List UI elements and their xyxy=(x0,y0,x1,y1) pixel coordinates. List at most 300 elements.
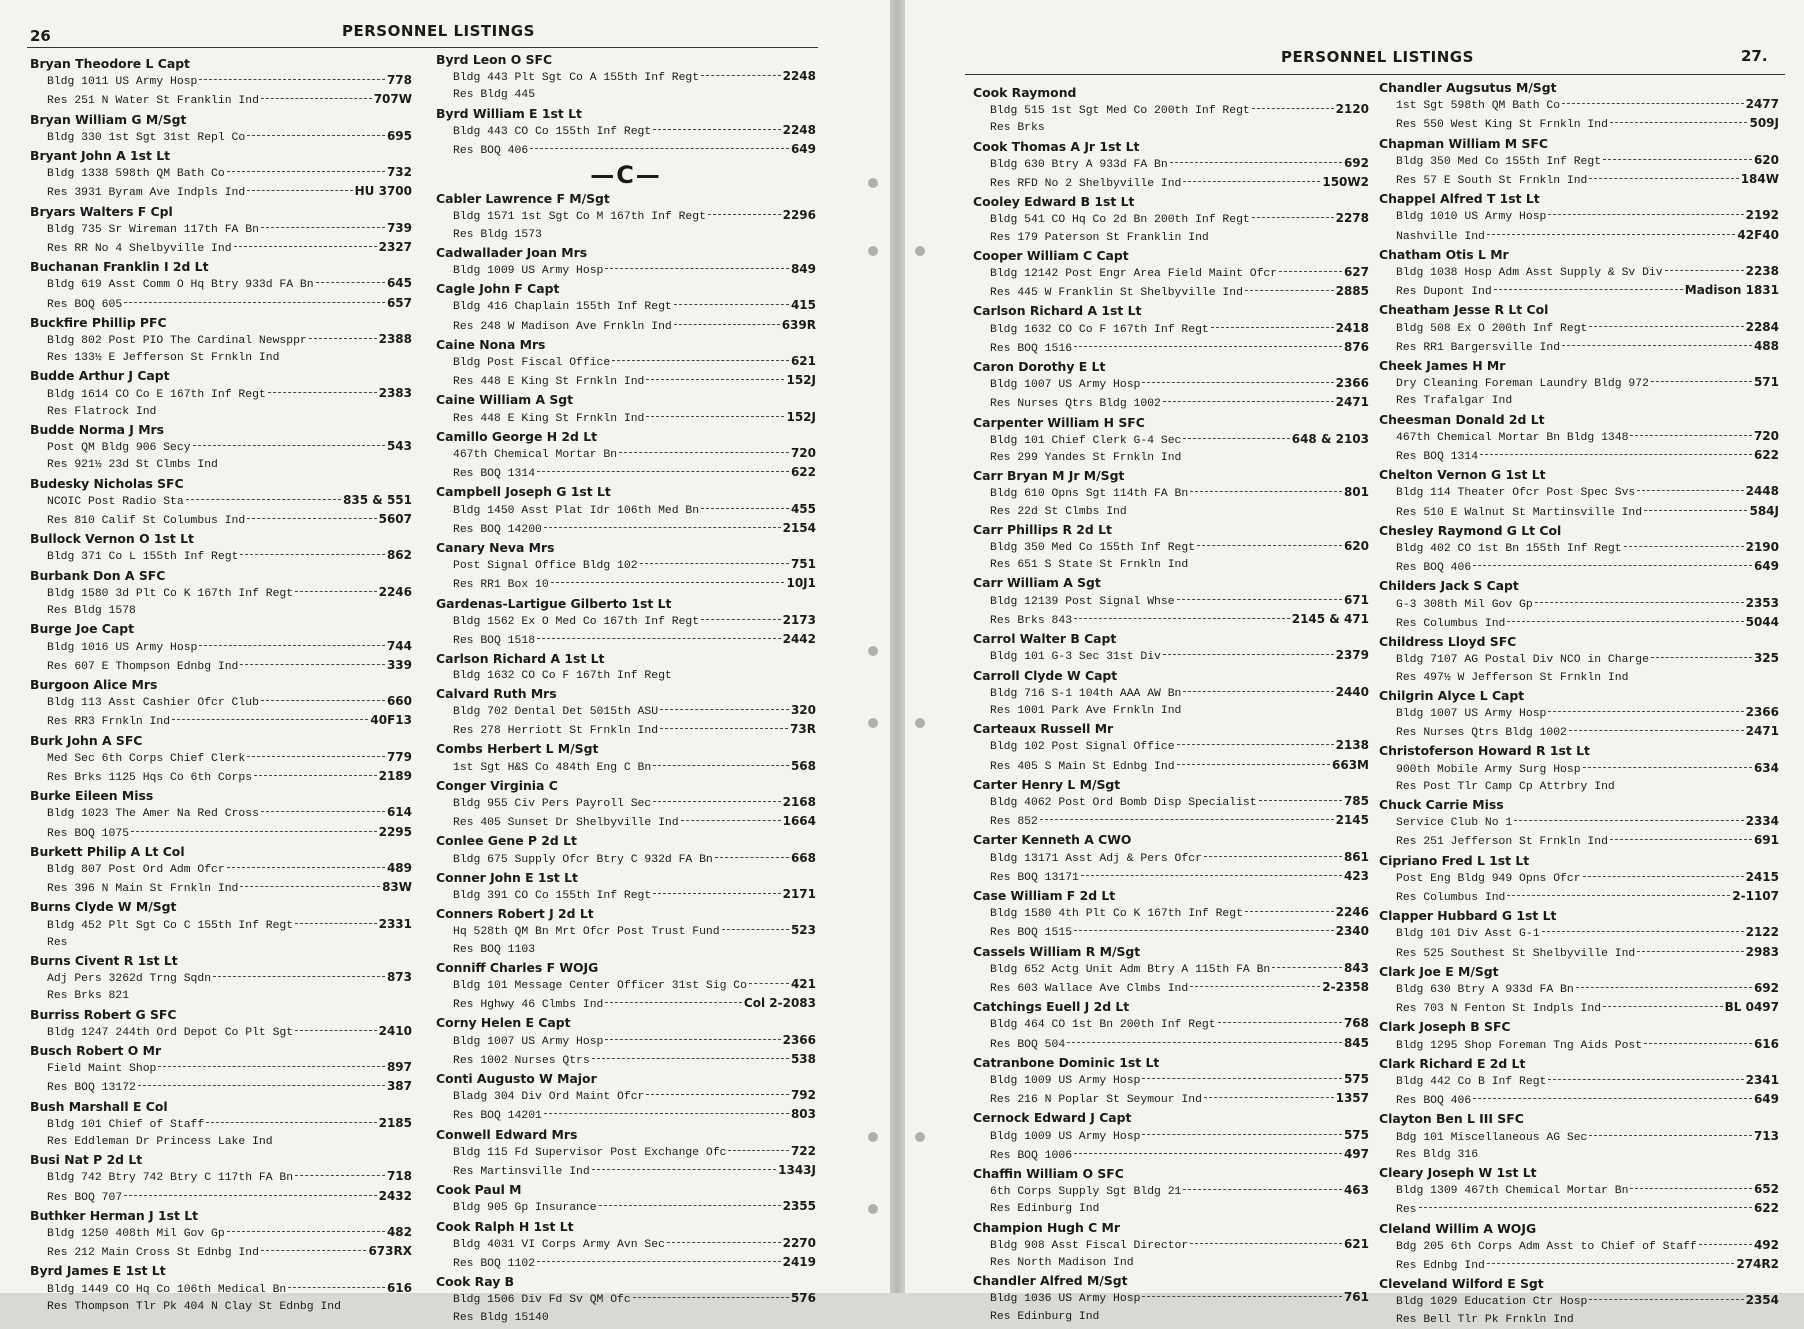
location-text: Bldg 101 Message Center Officer 31st Sig Co xyxy=(453,979,747,992)
dot-leader xyxy=(1699,1244,1752,1245)
listing-entry xyxy=(1379,466,1779,522)
location-text: Res Ednbg Ind xyxy=(1396,1260,1485,1272)
listing-line xyxy=(973,1146,1369,1165)
dot-leader xyxy=(605,268,789,269)
listing-entry xyxy=(30,258,412,314)
location-text: Res Edinburg Ind xyxy=(990,1310,1100,1323)
phone-number: 2-1107 xyxy=(1732,888,1779,903)
dot-leader xyxy=(1081,875,1342,876)
dot-leader xyxy=(1074,346,1342,347)
dot-leader xyxy=(124,302,385,303)
location-text: Res BOQ 1314 xyxy=(1396,451,1479,464)
listing-entry xyxy=(973,574,1369,630)
phone-number: 571 xyxy=(1753,375,1779,390)
listing-entry xyxy=(973,247,1369,303)
phone-number: 2246 xyxy=(1335,905,1369,920)
phone-number: 779 xyxy=(386,749,412,764)
listing-line xyxy=(973,684,1369,703)
person-name: Budde Arthur J Capt xyxy=(30,368,170,384)
listing-line xyxy=(30,1224,412,1243)
phone-number: 339 xyxy=(386,657,412,672)
location-text: Res BOQ 707 xyxy=(47,1191,123,1204)
person-name: Carlson Richard A 1st Lt xyxy=(973,303,1142,319)
listing-entry xyxy=(436,832,816,868)
location-text: NCOIC Post Radio Sta xyxy=(47,495,184,508)
location-text: Post QM Bldg 906 Secy xyxy=(47,442,191,455)
location-text: Res xyxy=(47,936,68,949)
phone-number: 862 xyxy=(386,548,412,563)
dot-leader xyxy=(530,148,789,149)
listing-line xyxy=(1379,779,1779,796)
listing-line xyxy=(1379,869,1779,888)
dot-leader xyxy=(653,893,780,894)
phone-number: 639R xyxy=(781,317,816,332)
location-text: Bldg 371 Co L 155th Inf Regt xyxy=(47,551,239,564)
person-name: Cleveland Wilford E Sgt xyxy=(1379,1276,1544,1292)
dot-leader xyxy=(1610,839,1752,840)
phone-number: 2983 xyxy=(1745,944,1779,959)
location-text: Bldg 452 Plt Sgt Co C 155th Inf Regt xyxy=(47,919,294,932)
location-text: Bldg 807 Post Ord Adm Ofcr xyxy=(47,863,225,876)
person-name: Cleland Willim A WOJG xyxy=(1379,1220,1537,1236)
phone-number: 2442 xyxy=(782,632,816,647)
person-name: Carlson Richard A 1st Lt xyxy=(436,651,605,667)
person-name: Conti Augusto W Major xyxy=(436,1070,597,1086)
location-text: Bldg 1009 US Army Hosp xyxy=(990,1130,1141,1143)
dot-leader xyxy=(295,1030,377,1031)
dot-leader xyxy=(1204,856,1342,857)
person-name: Cook Raymond xyxy=(973,85,1077,100)
listing-line xyxy=(1379,650,1779,669)
location-text: Bldg 630 Btry A 933d FA Bn xyxy=(990,158,1168,171)
phone-number: 2192 xyxy=(1745,208,1779,223)
listing-entry xyxy=(973,887,1369,943)
phone-number: 73R xyxy=(790,722,816,737)
dot-leader xyxy=(206,1122,376,1123)
listing-line xyxy=(1379,338,1779,357)
location-text: 900th Mobile Army Surg Hosp xyxy=(1396,763,1581,776)
phone-number: 2354 xyxy=(1745,1293,1779,1308)
listing-entry xyxy=(436,244,816,280)
listing-line xyxy=(436,501,816,520)
phone-number: 803 xyxy=(790,1107,816,1122)
listing-line xyxy=(436,409,816,428)
phone-number: 620 xyxy=(1753,152,1779,167)
phone-number: 622 xyxy=(1753,448,1779,463)
location-text: Res Bldg 445 xyxy=(453,89,536,102)
listing-entry xyxy=(973,831,1369,887)
listing-line xyxy=(30,860,412,879)
location-text: Res 607 E Thompson Ednbg Ind xyxy=(47,660,239,673)
listing-line xyxy=(30,916,412,935)
phone-number: 1664 xyxy=(782,814,816,829)
phone-number: 614 xyxy=(386,805,412,820)
listing-entry xyxy=(973,998,1369,1054)
listing-line xyxy=(30,749,412,768)
location-text: Res Brks xyxy=(990,122,1045,135)
phone-number: 415 xyxy=(790,298,816,313)
location-text: Bldg 1580 4th Plt Co K 167th Inf Regt xyxy=(990,908,1243,921)
listing-entry xyxy=(1379,522,1779,578)
listing-entry xyxy=(30,952,412,1006)
listing-entry xyxy=(30,314,412,368)
location-text: Nashville Ind xyxy=(1396,230,1485,243)
location-text: Post Signal Office Bldg 102 xyxy=(453,560,638,573)
dot-leader xyxy=(295,1175,385,1176)
location-text: Res Eddleman Dr Princess Lake Ind xyxy=(47,1135,273,1148)
location-text: Res Columbus Ind xyxy=(1396,617,1506,630)
listing-entry xyxy=(973,521,1369,575)
person-name: Conlee Gene P 2d Lt xyxy=(436,833,577,849)
listing-line xyxy=(973,868,1369,887)
listing-line xyxy=(436,631,816,650)
binding-hole xyxy=(868,1204,878,1214)
person-name: Chappel Alfred T 1st Lt xyxy=(1379,191,1540,207)
listing-line xyxy=(30,603,412,620)
listing-line xyxy=(1379,670,1779,687)
location-text: Bldg 1007 US Army Hosp xyxy=(453,1035,604,1048)
person-name: Caine Nona Mrs xyxy=(436,336,546,352)
location-text: Bldg 442 Co B Inf Regt xyxy=(1396,1075,1547,1088)
phone-number: 482 xyxy=(386,1225,412,1239)
person-name: Case William F 2d Lt xyxy=(973,887,1116,903)
phone-number: 2410 xyxy=(378,1023,412,1038)
person-name: Burkett Philip A Lt Col xyxy=(30,843,185,859)
phone-number: 873 xyxy=(386,970,412,985)
phone-number: 668 xyxy=(790,850,816,865)
location-text: Bldg 464 CO 1st Bn 200th Inf Regt xyxy=(990,1019,1216,1032)
dot-leader xyxy=(288,1287,385,1288)
phone-number: 649 xyxy=(1753,1092,1779,1107)
listing-entry xyxy=(30,567,412,621)
listing-entry xyxy=(1379,1164,1779,1220)
listing-line xyxy=(30,768,412,787)
location-text: Res Bell Tlr Pk Frnkln Ind xyxy=(1396,1313,1574,1326)
phone-number: 274R2 xyxy=(1736,1257,1779,1271)
phone-number: 2138 xyxy=(1335,738,1369,753)
listing-entry xyxy=(1379,246,1779,302)
phone-number: BL 0497 xyxy=(1724,1000,1779,1015)
listing-line xyxy=(973,155,1369,174)
person-name: Busch Robert O Mr xyxy=(30,1042,162,1058)
dot-leader xyxy=(1651,381,1752,382)
listing-line xyxy=(436,227,816,244)
listing-line xyxy=(436,758,816,777)
listing-line xyxy=(1379,924,1779,943)
dot-leader xyxy=(234,246,377,247)
location-text: Res 497½ W Jefferson St Frnkln Ind xyxy=(1396,671,1629,684)
listing-line xyxy=(1379,207,1779,226)
dot-leader xyxy=(1637,490,1743,491)
listing-line xyxy=(436,886,816,905)
listing-entry xyxy=(973,84,1369,138)
person-name: Combs Herbert L M/Sgt xyxy=(436,741,599,757)
phone-number: 634 xyxy=(1753,760,1779,775)
person-name: Carr William A Sgt xyxy=(973,575,1101,591)
location-text: Bldg 630 Btry A 933d FA Bn xyxy=(1396,983,1574,996)
dot-leader xyxy=(1603,1006,1723,1007)
listing-line xyxy=(973,757,1369,776)
location-text: Bldg 7107 AG Postal Div NCO in Charge xyxy=(1396,654,1649,667)
listing-entry xyxy=(30,843,412,899)
phone-number: 2145 xyxy=(1335,813,1369,828)
dot-leader xyxy=(599,1205,781,1206)
location-text: Bldg 13171 Asst Adj & Pers Ofcr xyxy=(990,852,1202,865)
listing-line xyxy=(30,350,412,367)
dot-leader xyxy=(1665,270,1744,271)
listing-line xyxy=(30,295,412,314)
listing-entry xyxy=(436,483,816,539)
location-text: Res BOQ 1518 xyxy=(453,635,536,648)
listing-line xyxy=(30,879,412,898)
listing-line xyxy=(973,557,1369,574)
listing-entry xyxy=(973,467,1369,521)
listing-entry xyxy=(436,1181,816,1217)
location-text: Bldg 735 Sr Wireman 117th FA Bn xyxy=(47,223,259,236)
listing-line xyxy=(436,1198,816,1217)
listing-line xyxy=(30,404,412,421)
location-text: 6th Corps Supply Sgt Bldg 21 xyxy=(990,1186,1182,1199)
person-name: Carter Kenneth A CWO xyxy=(973,832,1132,848)
dot-leader xyxy=(261,227,385,228)
phone-number: 2171 xyxy=(782,886,816,901)
listing-entry xyxy=(973,667,1369,721)
book-gutter xyxy=(890,0,905,1293)
phone-number: 622 xyxy=(1753,1201,1779,1216)
location-text: Bldg 114 Theater Ofcr Post Spec Svs xyxy=(1396,487,1636,500)
location-text: Bldg 905 Gp Insurance xyxy=(453,1202,597,1215)
location-text: Bldg 113 Asst Cashier Ofcr Club xyxy=(47,697,259,710)
dot-leader xyxy=(1183,1189,1342,1190)
listing-entry xyxy=(1379,1018,1779,1054)
person-name: Carter Henry L M/Sgt xyxy=(973,776,1121,792)
listing-entry xyxy=(436,336,816,392)
listing-line xyxy=(973,793,1369,812)
location-text: Bldg 101 Div Asst G-1 xyxy=(1396,928,1540,941)
person-name: Burge Joe Capt xyxy=(30,621,135,637)
location-text: Res 510 E Walnut St Martinsville Ind xyxy=(1396,506,1643,519)
listing-line xyxy=(973,1035,1369,1054)
listing-line xyxy=(30,1188,412,1207)
phone-number: 621 xyxy=(790,354,816,369)
page-header: PERSONNEL LISTINGS xyxy=(342,22,535,40)
dot-leader xyxy=(1507,621,1743,622)
location-text: Bldg 330 1st Sgt 31st Repl Co xyxy=(47,131,246,144)
listing-entry xyxy=(1379,633,1779,687)
phone-number: 576 xyxy=(790,1291,816,1306)
location-text: Bldg 4062 Post Ord Bomb Disp Specialist xyxy=(990,796,1257,809)
dot-leader xyxy=(537,638,781,639)
listing-line xyxy=(436,1310,816,1327)
dot-leader xyxy=(660,728,788,729)
listing-line xyxy=(973,904,1369,923)
phone-number: Madison 1831 xyxy=(1684,283,1779,298)
location-text: Bldg 508 Ex O 200th Inf Regt xyxy=(1396,322,1588,335)
person-name: Catranbone Dominic 1st Lt xyxy=(973,1054,1160,1070)
location-text: Res 921½ 23d St Clmbs Ind xyxy=(47,459,218,472)
dot-leader xyxy=(1589,326,1743,327)
phone-number: 2383 xyxy=(378,385,412,400)
phone-number: 40F13 xyxy=(370,713,412,728)
dot-leader xyxy=(199,645,385,646)
dot-leader xyxy=(1637,951,1743,952)
listing-line xyxy=(30,969,412,988)
person-name: Byrd James E 1st Lt xyxy=(30,1263,166,1279)
phone-number: 2388 xyxy=(378,332,412,347)
listing-line xyxy=(30,164,412,183)
dot-leader xyxy=(1610,122,1748,123)
dot-leader xyxy=(316,282,385,283)
location-text: Res BOQ 406 xyxy=(453,145,529,158)
location-text: Res 603 Wallace Ave Clmbs Ind xyxy=(990,982,1189,995)
dot-leader xyxy=(261,98,372,99)
listing-line xyxy=(30,804,412,823)
location-text: Res 405 Sunset Dr Shelbyville Ind xyxy=(453,817,679,830)
phone-number: 2248 xyxy=(782,122,816,137)
dot-leader xyxy=(1548,711,1743,712)
person-name: Chandler Augsutus M/Sgt xyxy=(1379,80,1557,95)
location-text: Res Brks 821 xyxy=(47,990,130,1003)
phone-number: 2270 xyxy=(782,1235,816,1250)
location-text: Bldg 1036 US Army Hosp xyxy=(990,1293,1141,1306)
location-text: Bladg 304 Div Ord Maint Ofcr xyxy=(453,1091,645,1104)
listing-line xyxy=(973,1236,1369,1255)
listing-line xyxy=(436,464,816,483)
person-name: Childress Lloyd SFC xyxy=(1379,634,1517,650)
location-text: Res 852 xyxy=(990,816,1038,829)
dot-leader xyxy=(1142,1134,1342,1135)
dot-leader xyxy=(1190,986,1320,987)
dot-leader xyxy=(1630,1188,1752,1189)
dot-leader xyxy=(653,129,780,130)
phone-number: 42F40 xyxy=(1737,227,1779,242)
listing-line xyxy=(30,638,412,657)
dot-leader xyxy=(681,820,781,821)
dot-leader xyxy=(708,214,781,215)
dot-leader xyxy=(138,1085,385,1086)
listing-entry xyxy=(436,685,816,741)
listing-line xyxy=(436,794,816,813)
listing-entry xyxy=(436,391,816,427)
dot-leader xyxy=(1163,401,1334,402)
listing-line xyxy=(30,385,412,404)
listing-line xyxy=(1379,428,1779,447)
location-text: Res BOQ 1006 xyxy=(990,1149,1073,1162)
phone-number: 489 xyxy=(386,860,412,875)
dot-leader xyxy=(227,1231,385,1232)
phone-number: 648 & 2103 xyxy=(1291,431,1369,446)
dot-leader xyxy=(1252,217,1334,218)
location-text: Adj Pers 3262d Trng Sqdn xyxy=(47,973,212,986)
location-text: 1st Sgt H&S Co 484th Eng C Bn xyxy=(453,761,652,774)
listing-entry xyxy=(1379,907,1779,963)
listing-line xyxy=(436,520,816,539)
listing-line xyxy=(30,547,412,566)
dot-leader xyxy=(1142,1078,1342,1079)
section-heading: —C— xyxy=(590,161,662,190)
header-rule xyxy=(420,47,818,48)
person-name: Bryan William G M/Sgt xyxy=(30,111,187,127)
phone-number: 861 xyxy=(1343,849,1369,864)
dot-leader xyxy=(537,1261,781,1262)
location-text: Bldg 1632 CO Co F 167th Inf Regt xyxy=(990,323,1209,336)
dot-leader xyxy=(247,190,352,191)
listing-line xyxy=(1379,1091,1779,1110)
phone-number: 575 xyxy=(1343,1071,1369,1086)
listing-line xyxy=(436,942,816,959)
listing-line xyxy=(973,1015,1369,1034)
dot-leader xyxy=(1644,510,1747,511)
dot-leader xyxy=(701,508,789,509)
listing-line xyxy=(436,813,816,832)
phone-number: 620 xyxy=(1343,539,1369,554)
dot-leader xyxy=(213,976,385,977)
location-text: Bldg 1029 Education Ctr Hosp xyxy=(1396,1296,1588,1309)
dot-leader xyxy=(605,1039,780,1040)
listing-line xyxy=(1379,1237,1779,1256)
location-text: Bldg 101 Chief of Staff xyxy=(47,1118,205,1131)
dot-leader xyxy=(227,171,385,172)
location-text: Res xyxy=(1396,1204,1417,1217)
listing-line xyxy=(436,575,816,594)
person-name: Burbank Don A SFC xyxy=(30,567,166,583)
location-text: Res 1001 Park Ave Frnkln Ind xyxy=(990,704,1182,717)
location-text: Bldg 1309 467th Chemical Mortar Bn xyxy=(1396,1185,1629,1198)
listing-line xyxy=(436,297,816,316)
dot-leader xyxy=(124,1195,376,1196)
location-text: Bdg 205 6th Corps Adm Asst to Chief of Staff xyxy=(1396,1240,1697,1253)
person-name: Caron Dorothy E Lt xyxy=(973,359,1106,375)
phone-number: 622 xyxy=(790,465,816,480)
person-name: Cook Thomas A Jr 1st Lt xyxy=(973,138,1140,154)
listing-line xyxy=(1379,319,1779,338)
listing-entry xyxy=(30,1262,412,1316)
dot-leader xyxy=(1279,271,1342,272)
listing-line xyxy=(30,1299,412,1316)
phone-number: 652 xyxy=(1753,1182,1779,1197)
location-text: Res 133½ E Jefferson St Frnkln Ind xyxy=(47,352,280,365)
person-name: Cook Paul M xyxy=(436,1182,522,1198)
listing-entry xyxy=(30,1207,412,1263)
listing-entry xyxy=(973,193,1369,247)
location-text: Res BOQ 406 xyxy=(1396,1095,1472,1108)
location-text: Bldg 1011 US Army Hosp xyxy=(47,76,198,89)
dot-leader xyxy=(1624,546,1744,547)
dot-leader xyxy=(722,929,789,930)
listing-line xyxy=(436,976,816,995)
dot-leader xyxy=(1074,930,1334,931)
dot-leader xyxy=(199,79,385,80)
listing-line xyxy=(1379,393,1779,410)
dot-leader xyxy=(1548,1079,1743,1080)
listing-entry xyxy=(436,1070,816,1126)
person-name: Carr Phillips R 2d Lt xyxy=(973,521,1112,537)
person-name: Cook Ray B xyxy=(436,1274,515,1290)
phone-number: 2366 xyxy=(782,1032,816,1047)
listing-entry xyxy=(30,530,412,566)
listing-line xyxy=(30,511,412,530)
phone-number: 2327 xyxy=(378,240,412,255)
dot-leader xyxy=(1514,820,1743,821)
dot-leader xyxy=(1252,108,1334,109)
listing-entry xyxy=(973,1054,1369,1110)
dot-leader xyxy=(1583,767,1752,768)
listing-entry xyxy=(436,1218,816,1274)
person-name: Burke Eileen Miss xyxy=(30,788,154,804)
listing-line xyxy=(436,668,816,685)
listing-line xyxy=(30,1168,412,1187)
listing-column xyxy=(973,84,1369,1326)
